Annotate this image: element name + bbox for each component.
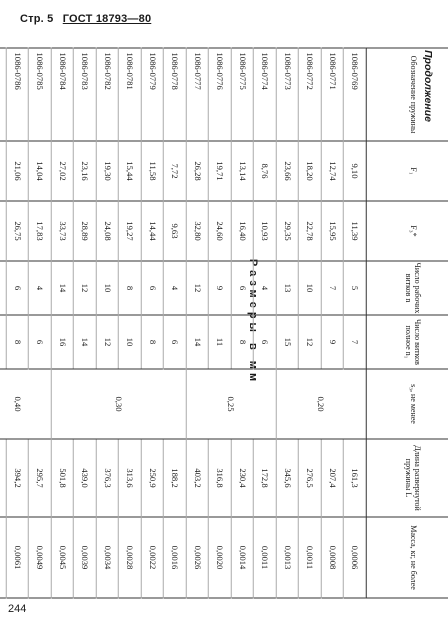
- mass-cell: 0,0016: [164, 517, 187, 598]
- developed-length-cell: [0, 439, 6, 517]
- mass-cell: 0,0039: [74, 517, 97, 598]
- f3-cell: 22,78: [299, 201, 322, 261]
- total-coils-cell: 6: [254, 315, 277, 369]
- spring-designation-cell: 1086-0786: [6, 48, 29, 141]
- f3-cell: 24,08: [96, 201, 119, 261]
- spring-designation-cell: 1086-0784: [51, 48, 74, 141]
- developed-length-cell: 439,0: [74, 439, 97, 517]
- developed-length-cell: 313,6: [119, 439, 142, 517]
- f3-cell: 28,89: [74, 201, 97, 261]
- f1-cell: 12,74: [321, 141, 344, 201]
- working-coils-cell: 6: [141, 261, 164, 315]
- table-row: [164, 48, 187, 598]
- table-title: Размеры в мм: [247, 258, 259, 386]
- f1-cell: 11,58: [141, 141, 164, 201]
- developed-length-cell: 501,8: [51, 439, 74, 517]
- developed-length-cell: 316,8: [209, 439, 232, 517]
- column-header: s₃, не менее: [366, 369, 448, 439]
- f3-cell: 32,80: [186, 201, 209, 261]
- s3-cell: 0,30: [51, 369, 186, 439]
- f1-cell: 8,76: [254, 141, 277, 201]
- mass-cell: 0,0061: [6, 517, 29, 598]
- table-row: [231, 48, 254, 598]
- table-header-row: [366, 48, 448, 598]
- total-coils-cell: 7: [344, 315, 367, 369]
- spring-designation-cell: [0, 48, 6, 141]
- developed-length-cell: 295,7: [29, 439, 52, 517]
- table-row: [51, 48, 74, 598]
- table-row: [29, 48, 52, 598]
- f1-cell: 27,02: [51, 141, 74, 201]
- mass-cell: 0,0049: [29, 517, 52, 598]
- f1-cell: 19,71: [209, 141, 232, 201]
- spring-designation-cell: 1086-0772: [299, 48, 322, 141]
- working-coils-cell: 9: [209, 261, 232, 315]
- total-coils-cell: 16: [51, 315, 74, 369]
- table-row: [141, 48, 164, 598]
- mass-cell: 0,0045: [51, 517, 74, 598]
- spring-designation-cell: 1086-0774: [254, 48, 277, 141]
- working-coils-cell: 12: [74, 261, 97, 315]
- table-row: [276, 48, 299, 598]
- spring-designation-cell: 1086-0783: [74, 48, 97, 141]
- table-body: [0, 48, 366, 598]
- column-header: Длина развернутой пружины L: [366, 439, 448, 517]
- f1-cell: 18,20: [299, 141, 322, 201]
- f1-cell: 13,14: [231, 141, 254, 201]
- working-coils-cell: 4: [164, 261, 187, 315]
- working-coils-cell: 13: [276, 261, 299, 315]
- total-coils-cell: [0, 315, 6, 369]
- f1-cell: 23,16: [74, 141, 97, 201]
- developed-length-cell: 230,4: [231, 439, 254, 517]
- total-coils-cell: 14: [186, 315, 209, 369]
- developed-length-cell: 403,2: [186, 439, 209, 517]
- working-coils-cell: 6: [231, 261, 254, 315]
- table-row: [321, 48, 344, 598]
- f3-cell: 9,63: [164, 201, 187, 261]
- f1-cell: 21,06: [6, 141, 29, 201]
- table-row: [186, 48, 209, 598]
- table-row: [344, 48, 367, 598]
- working-coils-cell: 10: [96, 261, 119, 315]
- spring-designation-cell: 1086-0781: [119, 48, 142, 141]
- total-coils-cell: 14: [74, 315, 97, 369]
- column-header: Число витков полное n₁: [366, 315, 448, 369]
- table-row: [0, 48, 6, 598]
- working-coils-cell: 10: [299, 261, 322, 315]
- standard-code: ГОСТ 18793—80: [62, 13, 152, 25]
- f1-cell: [0, 141, 6, 201]
- total-coils-cell: 8: [231, 315, 254, 369]
- table-row: [119, 48, 142, 598]
- working-coils-cell: 5: [344, 261, 367, 315]
- working-coils-cell: 14: [51, 261, 74, 315]
- f1-cell: 9,10: [344, 141, 367, 201]
- total-coils-cell: 15: [276, 315, 299, 369]
- spring-designation-cell: 1086-0773: [276, 48, 299, 141]
- spring-designation-cell: 1086-0776: [209, 48, 232, 141]
- f3-cell: 17,83: [29, 201, 52, 261]
- mass-cell: 0,0008: [321, 517, 344, 598]
- mass-cell: 0,0028: [119, 517, 142, 598]
- working-coils-cell: 6: [6, 261, 29, 315]
- developed-length-cell: 161,3: [344, 439, 367, 517]
- column-header: Масса, кг, не более: [366, 517, 448, 598]
- developed-length-cell: 394,2: [6, 439, 29, 517]
- f1-cell: 15,44: [119, 141, 142, 201]
- spring-designation-cell: 1086-0785: [29, 48, 52, 141]
- table-row: [74, 48, 97, 598]
- spring-designation-cell: 1086-0775: [231, 48, 254, 141]
- f1-cell: 23,66: [276, 141, 299, 201]
- spring-designation-cell: 1086-0778: [164, 48, 187, 141]
- f3-cell: 24,60: [209, 201, 232, 261]
- mass-cell: 0,0013: [276, 517, 299, 598]
- table-row: [209, 48, 232, 598]
- total-coils-cell: 8: [6, 315, 29, 369]
- mass-cell: 0,0022: [141, 517, 164, 598]
- f1-cell: 19,30: [96, 141, 119, 201]
- developed-length-cell: 345,6: [276, 439, 299, 517]
- mass-cell: 0,0014: [231, 517, 254, 598]
- column-header: Обозначение пружины: [366, 48, 448, 141]
- spring-designation-cell: 1086-0782: [96, 48, 119, 141]
- f3-cell: 10,93: [254, 201, 277, 261]
- mass-cell: 0,0020: [209, 517, 232, 598]
- developed-length-cell: 207,4: [321, 439, 344, 517]
- working-coils-cell: 4: [254, 261, 277, 315]
- f3-cell: 29,35: [276, 201, 299, 261]
- s3-cell: 0,20: [276, 369, 366, 439]
- total-coils-cell: 10: [119, 315, 142, 369]
- mass-cell: 0,0011: [299, 517, 322, 598]
- page-number: 244: [8, 603, 27, 615]
- spring-designation-cell: 1086-0777: [186, 48, 209, 141]
- working-coils-cell: 12: [186, 261, 209, 315]
- developed-length-cell: 188,2: [164, 439, 187, 517]
- working-coils-cell: 8: [119, 261, 142, 315]
- f1-cell: 14,04: [29, 141, 52, 201]
- f1-cell: 7,72: [164, 141, 187, 201]
- table-frame: [12, 48, 423, 598]
- column-header: F₁: [366, 141, 448, 201]
- developed-length-cell: 376,3: [96, 439, 119, 517]
- developed-length-cell: 250,9: [141, 439, 164, 517]
- total-coils-cell: 12: [299, 315, 322, 369]
- f3-cell: 11,39: [344, 201, 367, 261]
- total-coils-cell: 6: [29, 315, 52, 369]
- column-header: F₃*: [366, 201, 448, 261]
- f3-cell: 16,40: [231, 201, 254, 261]
- total-coils-cell: 8: [141, 315, 164, 369]
- f3-cell: [0, 201, 6, 261]
- page-label: Стр. 5: [20, 13, 54, 25]
- table-row: [299, 48, 322, 598]
- spring-designation-cell: 1086-0771: [321, 48, 344, 141]
- table-row: [6, 48, 29, 598]
- f3-cell: 33,73: [51, 201, 74, 261]
- f3-cell: 15,95: [321, 201, 344, 261]
- spring-dimensions-table: [0, 48, 448, 599]
- f1-cell: 26,28: [186, 141, 209, 201]
- f3-cell: 19,27: [119, 201, 142, 261]
- mass-cell: 0,0034: [96, 517, 119, 598]
- total-coils-cell: 6: [164, 315, 187, 369]
- table-row: [96, 48, 119, 598]
- developed-length-cell: 172,8: [254, 439, 277, 517]
- mass-cell: 0,0026: [186, 517, 209, 598]
- mass-cell: 0,0006: [344, 517, 367, 598]
- total-coils-cell: 9: [321, 315, 344, 369]
- s3-cell: 0,40: [0, 369, 51, 439]
- mass-cell: 0,0011: [254, 517, 277, 598]
- total-coils-cell: 11: [209, 315, 232, 369]
- working-coils-cell: 7: [321, 261, 344, 315]
- f3-cell: 26,75: [6, 201, 29, 261]
- mass-cell: [0, 517, 6, 598]
- working-coils-cell: [0, 261, 6, 315]
- page-header: [20, 13, 157, 25]
- continuation-label: Продолжение: [422, 50, 434, 122]
- spring-designation-cell: 1086-0779: [141, 48, 164, 141]
- s3-cell: 0,25: [186, 369, 276, 439]
- table-row: [254, 48, 277, 598]
- column-header: Число рабочих витков n: [366, 261, 448, 315]
- spring-designation-cell: 1086-0769: [344, 48, 367, 141]
- working-coils-cell: 4: [29, 261, 52, 315]
- total-coils-cell: 12: [96, 315, 119, 369]
- developed-length-cell: 276,5: [299, 439, 322, 517]
- f3-cell: 14,44: [141, 201, 164, 261]
